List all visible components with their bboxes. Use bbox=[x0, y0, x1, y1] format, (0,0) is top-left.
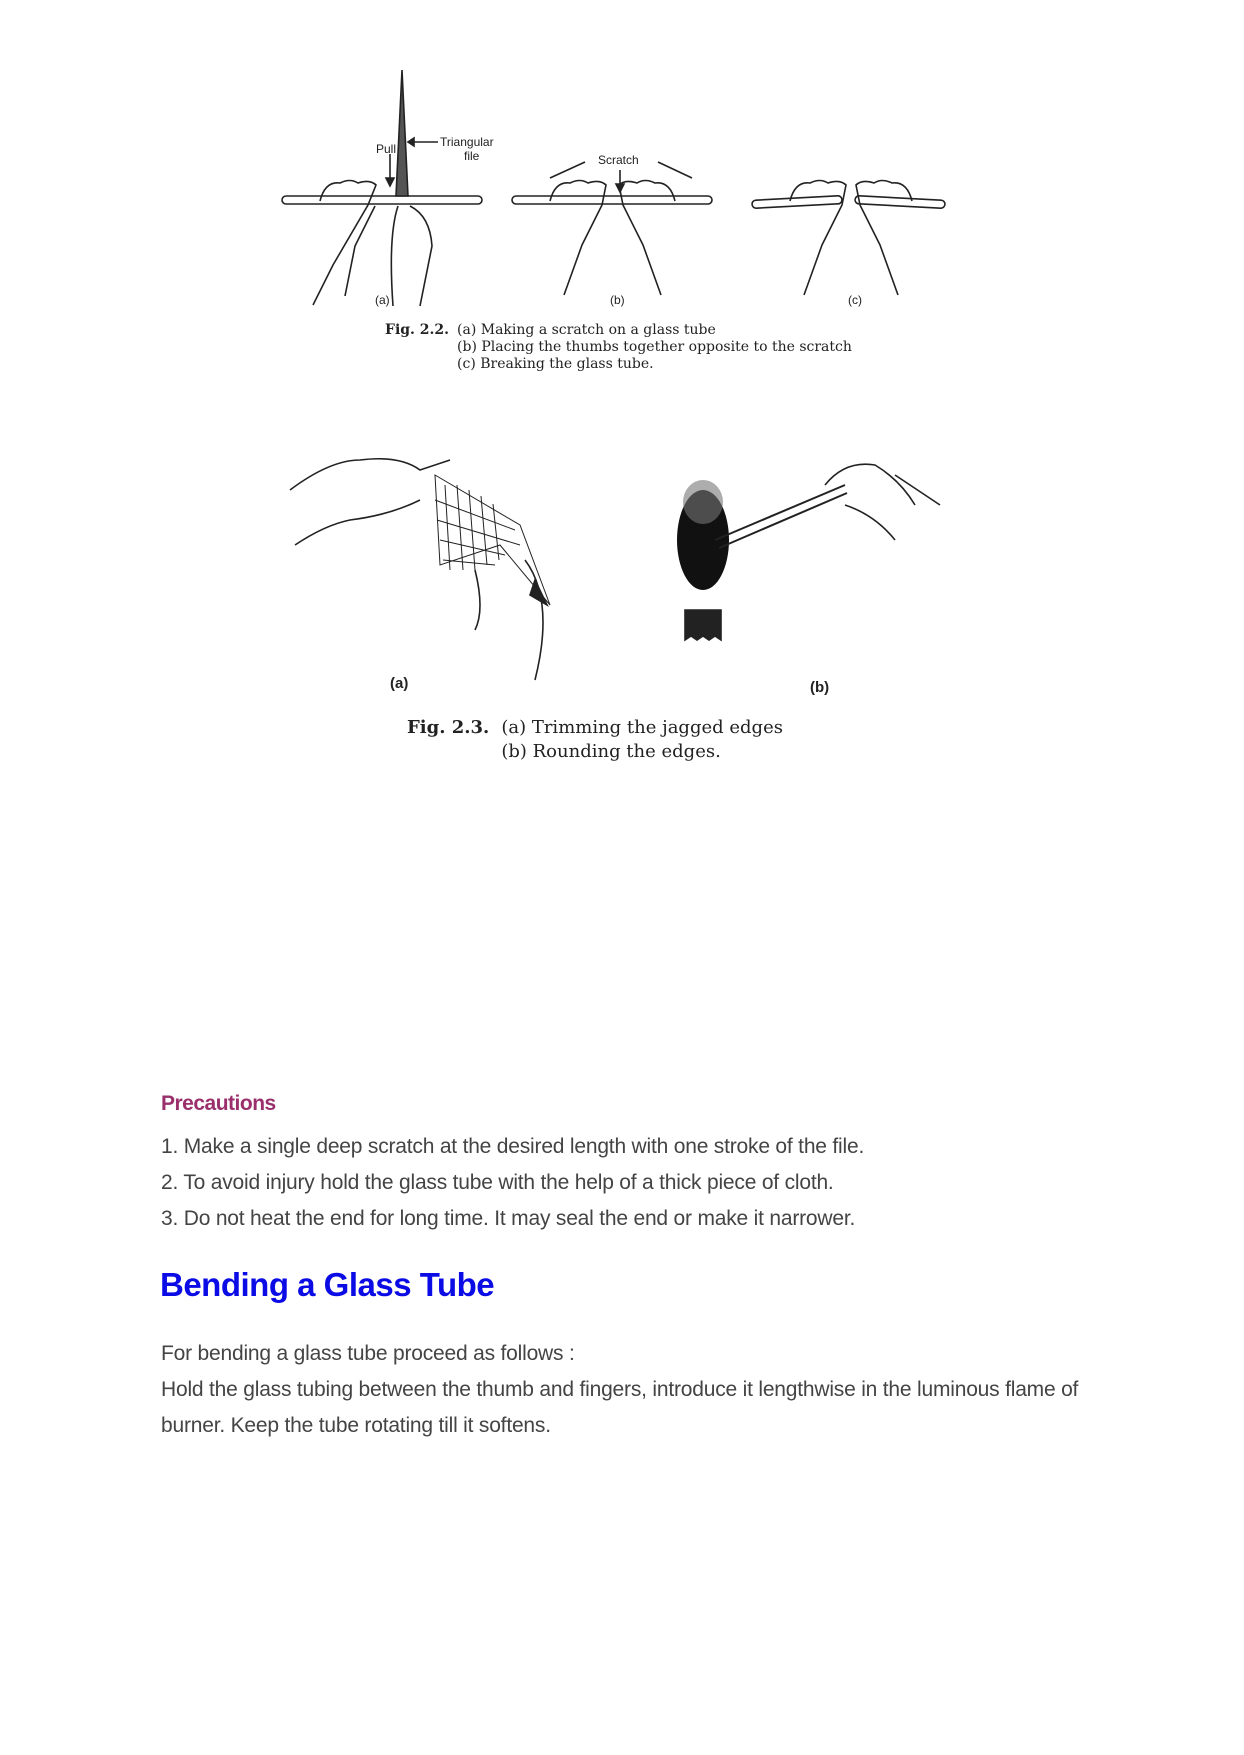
panel-a-trimming bbox=[290, 459, 550, 692]
panel-a-scratching bbox=[282, 70, 494, 307]
figure-2-2-caption-line: (c) Breaking the glass tube. bbox=[457, 356, 654, 372]
section-intro: For bending a glass tube proceed as follows : bbox=[161, 1342, 575, 1365]
file-label: file bbox=[464, 149, 480, 163]
figure-2-2-number: Fig. 2.2. bbox=[385, 322, 450, 338]
panel-b-label: (b) bbox=[610, 293, 625, 307]
fig23-panel-a-label: (a) bbox=[390, 675, 409, 692]
figure-2-2-caption-line: (a) Making a scratch on a glass tube bbox=[457, 322, 716, 338]
panel-b-rounding bbox=[677, 464, 940, 696]
figure-2-3-caption-line: (a) Trimming the jagged edges bbox=[501, 717, 783, 738]
panel-b-thumbs bbox=[512, 153, 712, 307]
precaution-item: 1. Make a single deep scratch at the desired length with one stroke of the file. bbox=[161, 1135, 865, 1158]
triangular-file-label: Triangular bbox=[440, 135, 494, 149]
figure-2-3-caption bbox=[407, 716, 783, 764]
panel-c-label: (c) bbox=[848, 293, 862, 307]
figure-2-3-number: Fig. 2.3. bbox=[407, 717, 490, 738]
pull-label: Pull bbox=[376, 142, 397, 156]
section-heading: Bending a Glass Tube bbox=[160, 1266, 495, 1303]
figure-2-3-caption-line: (b) Rounding the edges. bbox=[501, 741, 721, 762]
precaution-item: 3. Do not heat the end for long time. It may seal the end or make it narrower. bbox=[161, 1207, 856, 1230]
figure-2-3-illustration bbox=[285, 430, 985, 700]
panel-a-label: (a) bbox=[375, 293, 390, 307]
figure-2-2-caption-line: (b) Placing the thumbs together opposite to the scratch bbox=[457, 339, 852, 355]
section-body: Hold the glass tubing between the thumb and fingers, introduce it lengthwise in the luminous flame of burner. Keep the tube rotating till it softens. bbox=[161, 1378, 1079, 1437]
figure-2-2-illustration bbox=[280, 66, 980, 316]
scratch-label: Scratch bbox=[598, 153, 639, 167]
fig23-panel-b-label: (b) bbox=[810, 679, 830, 696]
figure-2-2-caption bbox=[385, 322, 852, 373]
panel-c-breaking bbox=[752, 181, 945, 308]
precaution-item: 2. To avoid injury hold the glass tube with the help of a thick piece of cloth. bbox=[161, 1171, 834, 1194]
precautions-title: Precautions bbox=[161, 1092, 276, 1115]
